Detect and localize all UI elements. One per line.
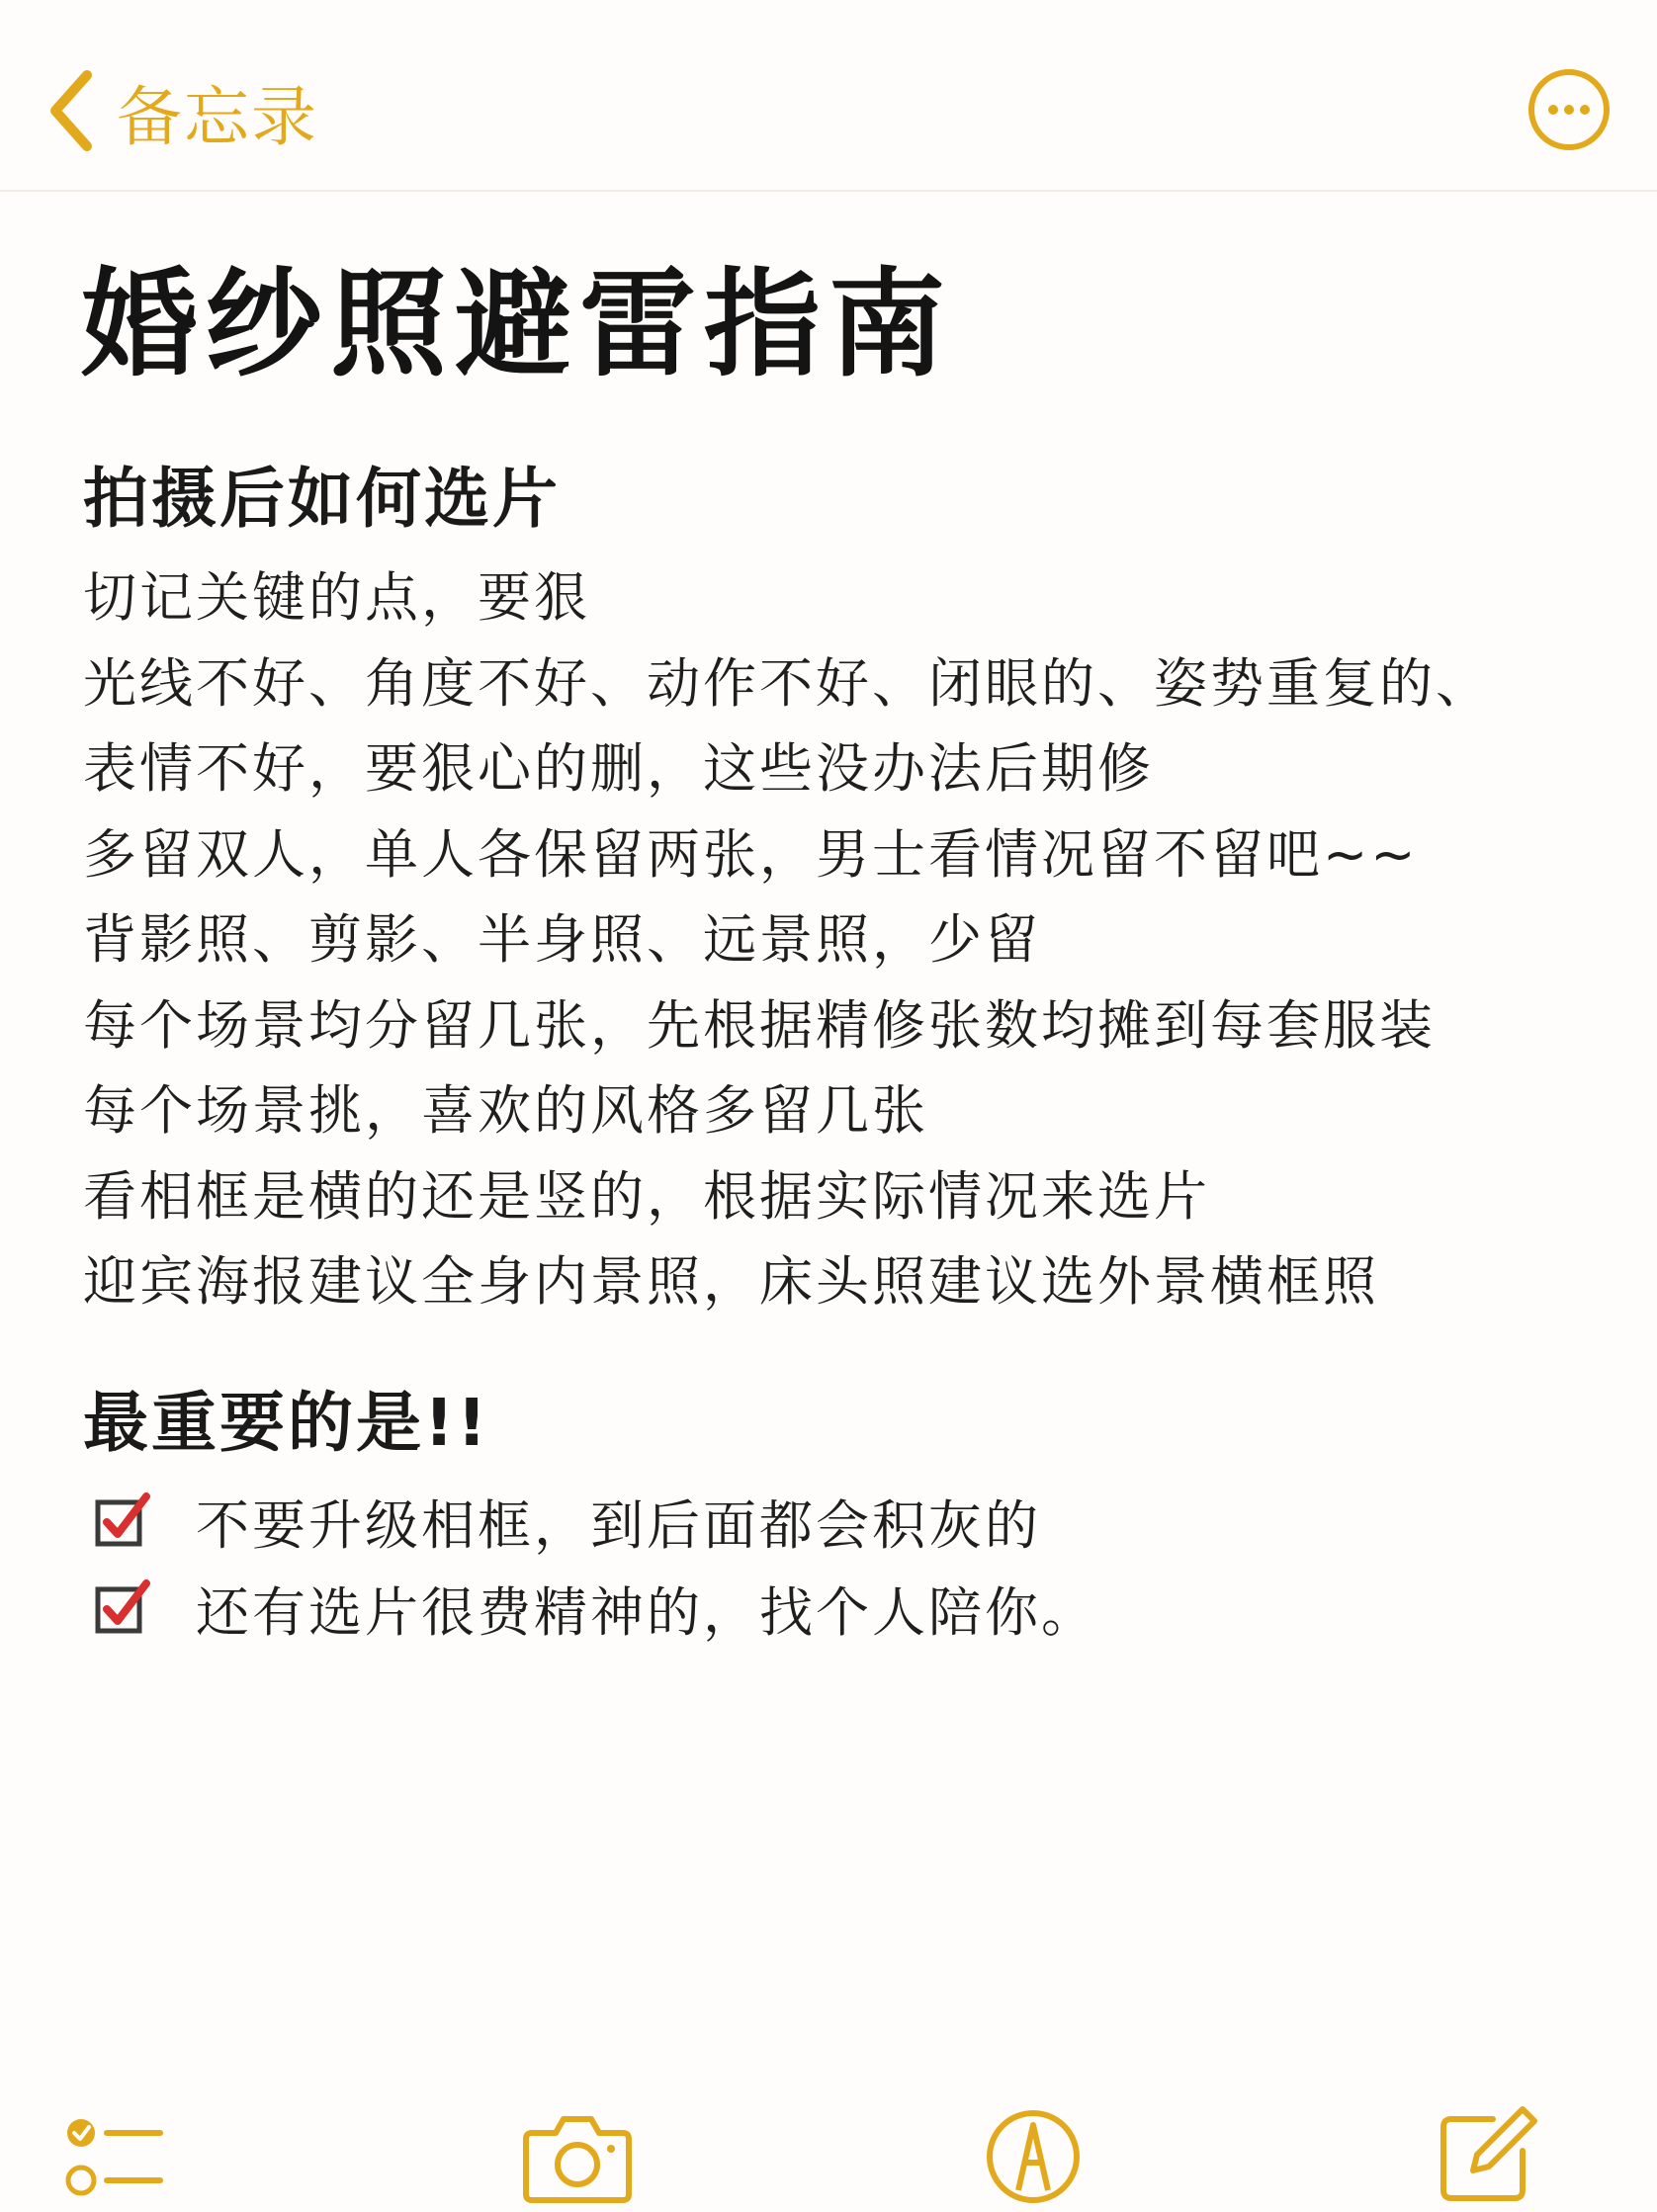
checkbox-checked-icon[interactable] bbox=[93, 1577, 154, 1639]
markup-icon bbox=[979, 2099, 1088, 2208]
note-line: 每个场景挑，喜欢的风格多留几张 bbox=[83, 1079, 928, 1142]
checkbox-checked-icon[interactable] bbox=[93, 1490, 154, 1552]
back-label: 备忘录 bbox=[117, 78, 318, 155]
note-line: 看相框是横的还是竖的，根据实际情况来选片 bbox=[83, 1164, 1210, 1228]
camera-button[interactable] bbox=[518, 2099, 637, 2208]
navigation-bar bbox=[0, 0, 1657, 198]
checklist-item bbox=[93, 1565, 1576, 1652]
note-line: 背影照、剪影、半身照、远景照，少留 bbox=[83, 908, 1041, 971]
checklist-item-text: 不要升级相框，到后面都会积灰的 bbox=[196, 1493, 1041, 1557]
more-button[interactable] bbox=[1525, 65, 1613, 154]
compose-icon bbox=[1432, 2099, 1540, 2208]
back-button[interactable] bbox=[47, 61, 318, 160]
note-line: 切记关键的点，要狠 bbox=[83, 566, 590, 629]
note-line: 表情不好，要狠心的删，这些没办法后期修 bbox=[83, 737, 1154, 800]
note-title: 婚纱照避雷指南 bbox=[81, 256, 954, 392]
checklist-item-text: 还有选片很费精神的，找个人陪你。 bbox=[196, 1580, 1097, 1644]
note-line: 每个场景均分留几张，先根据精修张数均摊到每套服装 bbox=[83, 993, 1436, 1057]
camera-icon bbox=[518, 2099, 637, 2208]
note-body bbox=[83, 555, 1625, 1325]
chevron-left-icon bbox=[47, 67, 95, 154]
compose-button[interactable] bbox=[1432, 2099, 1540, 2208]
note-line: 多留双人，单人各保留两张，男士看情况留不留吧~~ bbox=[83, 822, 1419, 886]
note-line: 光线不好、角度不好、动作不好、闭眼的、姿势重复的、 bbox=[83, 651, 1492, 715]
bottom-toolbar bbox=[0, 2085, 1657, 2208]
checklist-icon bbox=[61, 2099, 170, 2208]
nav-divider bbox=[0, 190, 1657, 192]
section-heading-selection: 拍摄后如何选片 bbox=[83, 461, 561, 537]
checklist-item bbox=[93, 1478, 1576, 1565]
checklist bbox=[93, 1478, 1576, 1652]
checklist-button[interactable] bbox=[61, 2099, 170, 2208]
markup-button[interactable] bbox=[979, 2099, 1088, 2208]
section-heading-important: 最重要的是!! bbox=[83, 1385, 490, 1461]
note-line: 迎宾海报建议全身内景照，床头照建议选外景横框照 bbox=[83, 1250, 1379, 1313]
more-icon bbox=[1525, 65, 1613, 154]
